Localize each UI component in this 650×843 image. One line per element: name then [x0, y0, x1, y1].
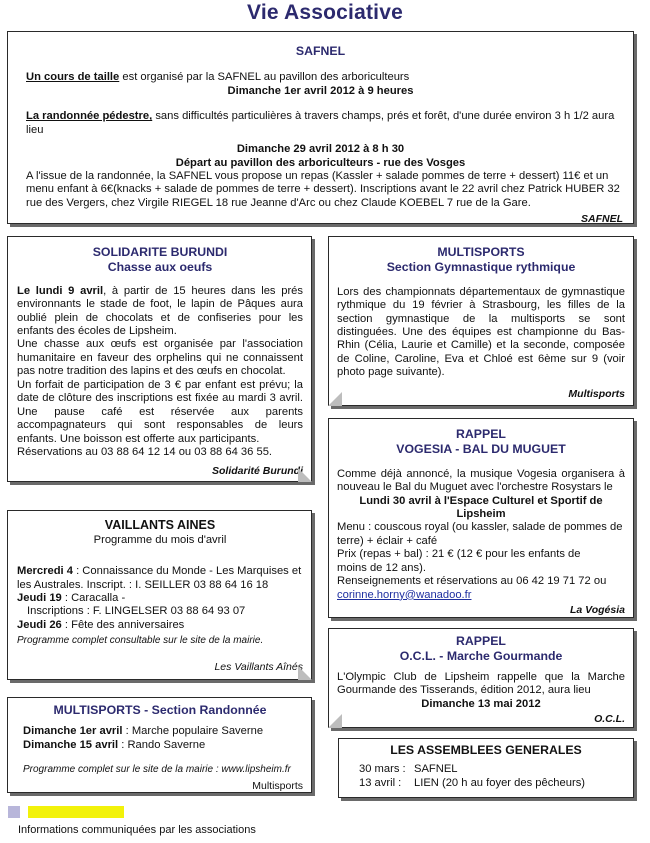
burundi-p1 [17, 285, 303, 339]
bal-email-link[interactable]: corinne.horny@wanadoo.fr [337, 588, 472, 601]
ocl-date: Dimanche 13 mai 2012 [421, 697, 541, 710]
safnel-p3: A l'issue de la randonnée, la SAFNEL vous propose un repas (Kassler + salade pommes de terre + dessert) 11€ et un menu enfant à 6€(knacks + salade de pommes de terre + dessert). Inscriptions avant le 22 avril chez Patrick HUBER 32 rue des Vergers, chez Virgile RIEGEL 18 rue Jeanne d'Arc ou chez Claude KOEBEL 7 rue de la Gare. [26, 169, 620, 209]
legend-swatch-yellow [28, 806, 124, 818]
burundi-p1-text: , à partir de 15 heures dans les prés environnants le stade de foot, le lapin de Pâques aura oublié plein de chocolats et de confiseries pour les enfants des écoles de Lipsheim. [17, 284, 303, 338]
safnel-p1-text: est organisé par la SAFNEL au pavillon des arboriculteurs [119, 71, 410, 84]
rando-row-1-day: Dimanche 1er avril [23, 725, 123, 738]
assemblees-row [347, 763, 625, 776]
gym-text: Lors des championnats départementaux de gymnastique rythmique du 19 février à Strasbourg, les filles de la section gymnastique de la multisports se sont distinguées. Une des équipes est championne du Bas-Rhin (Célia, Laurie et Camille) et la seconde, composée de Coline, Caroline, Eva et Chloé est 6ème sur 9 (voir photo page suivante). [337, 285, 625, 379]
gym-signature: Multisports [568, 387, 625, 400]
bal-prix: Prix (repas + bal) : 21 € (12 € pour les enfants de moins de 12 ans). [337, 548, 581, 574]
rando-signature: Multisports [252, 780, 303, 793]
assemblees-row [347, 777, 625, 790]
bal-menu: Menu : couscous royal (ou kassler, salade de pommes de terre) + éclair + café [337, 521, 623, 547]
safnel-box [7, 31, 634, 224]
aines-event-2 [17, 592, 303, 605]
folded-corner [298, 666, 312, 680]
rando-row-2-text: : Rando Saverne [118, 738, 206, 751]
legend-swatch-lavender [8, 806, 20, 818]
rando-row-1 [17, 725, 303, 738]
bal-p1-bold: Lundi 30 avril à l'Espace Culturel et Sportif de Lipsheim [359, 494, 603, 521]
aines-event-3 [17, 619, 303, 632]
burundi-box [7, 236, 312, 482]
safnel-p1-lead: Un cours de taille [26, 71, 120, 84]
rando-row-1-text: : Marche populaire Saverne [122, 725, 264, 738]
aines-event-1 [17, 565, 303, 592]
safnel-p1 [18, 71, 623, 84]
bal-signature: La Vogésia [569, 604, 625, 617]
safnel-p2-place: Départ au pavillon des arboriculteurs - rue des Vosges [175, 156, 466, 169]
ocl-text: L'Olympic Club de Lipsheim rappelle que la Marche Gourmande des Tisserands, édition 2012, aura lieu [337, 670, 625, 697]
ocl-signature: O.C.L. [594, 713, 625, 726]
burundi-p2: Une chasse aux œufs est organisée par l'association humanitaire en faveur des orphelins qui ne connaissent pas notre tradition des lapins et des œufs en chocolat. [17, 338, 303, 378]
ocl-box [328, 628, 634, 728]
rando-note: Programme complet sur le site de la mairie : www.lipsheim.fr [23, 764, 291, 776]
aines-signature: Les Vaillants Aînés [214, 661, 303, 674]
burundi-p3: Un forfait de participation de 3 € par enfant est prévu; la date de clôture des inscriptions est fixée au mardi 3 avril. Une pause café est réservée aux parents accompagnateurs qui sont responsables de leurs enfants. Une boisson est offerte aux participants. [17, 378, 303, 445]
burundi-subtitle: Chasse aux oeufs [107, 260, 213, 275]
aines-title: VAILLANTS AINES [104, 518, 216, 532]
footer-note: Informations communiquées par les associations [18, 824, 256, 836]
burundi-title: SOLIDARITE BURUNDI [92, 245, 228, 259]
bal-p1: Comme déjà annoncé, la musique Vogesia organisera à nouveau le Bal du Muguet avec l'orchestre Rosystars le [337, 467, 625, 494]
rando-title: MULTISPORTS - Section Randonnée [53, 703, 267, 717]
aines-box [7, 510, 312, 680]
safnel-p2-text: sans difficultés particulières à travers champs, prés et forêt, d'une durée environ 3 h 1/2 aura lieu [26, 110, 615, 136]
rando-row-2 [17, 739, 303, 752]
assemblees-row-text: LIEN (20 h au foyer des pêcheurs) [414, 776, 586, 789]
assemblees-row-text: SAFNEL [414, 763, 458, 776]
aines-event-2-day: Jeudi 19 [17, 591, 62, 604]
assemblees-row-date: 30 mars : [359, 763, 406, 776]
bal-title: RAPPEL [456, 427, 506, 441]
aines-event-1-text: : Connaissance du Monde - Les Marquises et les Australes. Inscript. : I. SEILLER 03 88 64 16 18 [17, 565, 302, 591]
page-title: Vie Associative [247, 1, 403, 24]
folded-corner [328, 392, 342, 406]
assemblees-box [338, 738, 634, 798]
aines-event-2-text: : Caracalla - [61, 591, 126, 604]
safnel-signature: SAFNEL [581, 213, 623, 226]
assemblees-row-date: 13 avril : [359, 776, 402, 789]
burundi-lead: Le lundi 9 avril [17, 284, 104, 297]
aines-event-3-text: : Fête des anniversaires [61, 618, 185, 631]
bal-contact: Renseignements et réservations au 06 42 19 71 72 ou [337, 575, 607, 588]
burundi-p4: Réservations au 03 88 64 12 14 ou 03 88 64 36 55. [17, 445, 273, 458]
aines-event-3-day: Jeudi 26 [17, 618, 62, 631]
gym-subtitle: Section Gymnastique rythmique [386, 260, 576, 275]
safnel-p2-lead: La randonnée pédestre, [26, 110, 153, 123]
safnel-p2 [18, 110, 623, 137]
folded-corner [298, 468, 312, 482]
bal-subtitle: VOGESIA - BAL DU MUGUET [396, 442, 566, 457]
aines-event-1-day: Mercredi 4 [17, 565, 73, 578]
aines-note: Programme complet consultable sur le site de la mairie. [17, 635, 264, 647]
aines-event-2-line2: Inscriptions : F. LINGELSER 03 88 64 93 07 [27, 605, 246, 618]
gym-title: MULTISPORTS [437, 245, 525, 259]
safnel-p2-date: Dimanche 29 avril 2012 à 8 h 30 [236, 143, 405, 156]
gym-box [328, 236, 634, 406]
aines-subtitle: Programme du mois d'avril [93, 533, 227, 546]
ocl-subtitle: O.C.L. - Marche Gourmande [399, 649, 563, 664]
burundi-signature: Solidarité Burundi [211, 465, 303, 478]
assemblees-title: LES ASSEMBLEES GENERALES [390, 743, 582, 757]
ocl-title: RAPPEL [456, 634, 506, 648]
folded-corner [328, 714, 342, 728]
safnel-p1-date: Dimanche 1er avril 2012 à 9 heures [227, 84, 414, 97]
safnel-title: SAFNEL [295, 44, 346, 58]
rando-box [7, 697, 312, 793]
bal-box [328, 418, 634, 618]
rando-row-2-day: Dimanche 15 avril [23, 738, 119, 751]
